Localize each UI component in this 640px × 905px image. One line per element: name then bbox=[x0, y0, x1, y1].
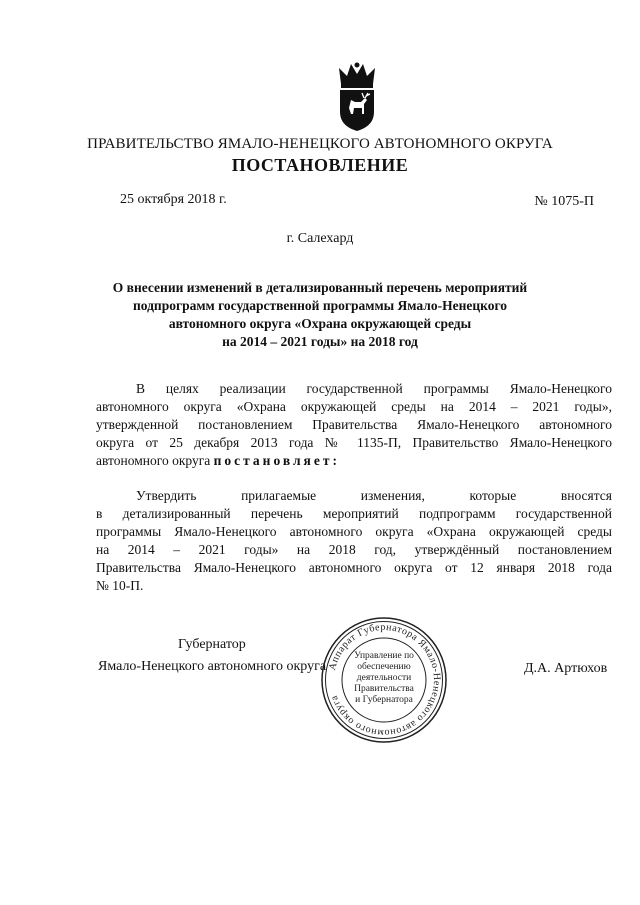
paragraph-line: на 2014 – 2021 годы» на 2018 год, утверждённый постановлением bbox=[96, 542, 612, 557]
paragraph-line: № 10-П. bbox=[96, 578, 144, 593]
paragraph-decision bbox=[96, 487, 612, 595]
paragraph-text: автономного округа bbox=[96, 453, 214, 468]
paragraph-line: Утвердить прилагаемые изменения, которые вносятся bbox=[136, 488, 612, 503]
paragraph-line: Правительства Ямало-Ненецкого автономного округа от 12 января 2018 года bbox=[96, 560, 612, 575]
document-heading bbox=[0, 279, 640, 351]
signatory-region: Ямало-Ненецкого автономного округа bbox=[98, 659, 327, 674]
stamp-center-line: деятельности bbox=[356, 673, 412, 683]
stamp-ring-text: Аппарат Губернатора Ямало-Ненецкого автономного округа bbox=[327, 621, 443, 739]
stamp-center-line: и Губернатора bbox=[355, 695, 413, 705]
paragraph-line: автономного округа «Охрана окружающей среды на 2014 – 2021 годы», bbox=[96, 399, 612, 414]
document-number: № 1075-П bbox=[534, 194, 594, 209]
heading-line: автономного округа «Охрана окружающей среды bbox=[168, 316, 472, 331]
paragraph-preamble bbox=[96, 380, 612, 470]
document-date: 25 октября 2018 г. bbox=[120, 192, 227, 207]
paragraph-line: в детализированный перечень мероприятий подпрограмм государственной bbox=[96, 506, 612, 521]
document-type: ПОСТАНОВЛЕНИЕ bbox=[231, 155, 409, 175]
paragraph-line: программы Ямало-Ненецкого автономного округа «Охрана окружающей среды bbox=[96, 524, 612, 539]
paragraph-line bbox=[96, 452, 612, 470]
signatory-name: Д.А. Артюхов bbox=[524, 661, 608, 676]
coat-of-arms-icon bbox=[335, 60, 379, 132]
paragraph-line: В целях реализации государственной программы Ямало-Ненецкого bbox=[136, 381, 612, 396]
stamp-center-line: обеспечению bbox=[357, 662, 411, 672]
heading-line: на 2014 – 2021 годы» на 2018 год bbox=[222, 334, 418, 349]
stamp-center-line: Правительства bbox=[354, 684, 414, 694]
document-city: г. Салехард bbox=[286, 231, 354, 246]
heading-line: О внесении изменений в детализированный перечень мероприятий bbox=[112, 280, 528, 295]
official-stamp bbox=[318, 614, 450, 746]
decree-verb: постановляет: bbox=[213, 453, 340, 468]
organization-name: ПРАВИТЕЛЬСТВО ЯМАЛО-НЕНЕЦКОГО АВТОНОМНОГО ОКРУГА bbox=[87, 136, 553, 152]
heading-line: подпрограмм государственной программы Ямало-Ненецкого bbox=[132, 298, 508, 313]
paragraph-line: утвержденной постановлением Правительства Ямало-Ненецкого автономного bbox=[96, 417, 612, 432]
stamp-center-line: Управление по bbox=[354, 651, 414, 661]
paragraph-line: округа от 25 декабря 2013 года № 1135-П, Правительство Ямало-Ненецкого bbox=[96, 435, 612, 450]
signatory-title: Губернатор bbox=[178, 637, 246, 652]
